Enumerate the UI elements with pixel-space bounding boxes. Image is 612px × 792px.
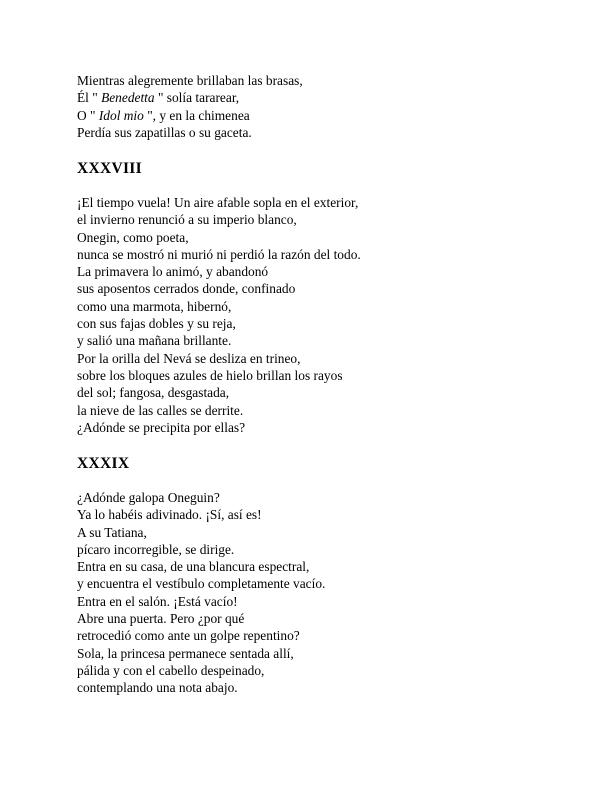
- verse-line: el invierno renunció a su imperio blanco,: [77, 212, 297, 228]
- stanza-heading-39: XXXIX: [77, 455, 130, 472]
- verse-line: Perdía sus zapatillas o su gaceta.: [77, 124, 252, 140]
- verse-line: y encuentra el vestíbulo completamente vacío.: [77, 576, 326, 592]
- verse-line: [77, 89, 577, 106]
- verse-text: " solía tararear,: [154, 90, 240, 106]
- verse-line: sus aposentos cerrados donde, confinado: [77, 281, 296, 297]
- verse-text: O ": [77, 107, 99, 123]
- verse-line: con sus fajas dobles y su reja,: [77, 316, 236, 332]
- verse-line: Ya lo habéis adivinado. ¡Sí, así es!: [77, 507, 262, 523]
- verse-line: Onegin, como poeta,: [77, 229, 189, 245]
- verse-line: Entra en el salón. ¡Está vacío!: [77, 593, 238, 609]
- verse-line: pícaro incorregible, se dirige.: [77, 541, 235, 557]
- verse-line: Por la orilla del Nevá se desliza en trineo,: [77, 350, 301, 366]
- stanza-37-ending: [77, 72, 577, 141]
- verse-text: ", y en la chimenea: [143, 107, 250, 123]
- verse-line: y salió una mañana brillante.: [77, 333, 232, 349]
- verse-line: Abre una puerta. Pero ¿por qué: [77, 611, 245, 627]
- verse-line: ¿Adónde se precipita por ellas?: [77, 419, 246, 435]
- italic-song-title: Idol mio: [98, 107, 144, 123]
- stanza-39-body: [77, 489, 577, 697]
- verse-line: Mientras alegremente brillaban las brasas,: [77, 73, 303, 88]
- verse-line: La primavera lo animó, y abandonó: [77, 264, 269, 280]
- verse-line: sobre los bloques azules de hielo brillan los rayos: [77, 367, 343, 383]
- verse-line: Sola, la princesa permanece sentada allí,: [77, 645, 294, 661]
- verse-line: como una marmota, hibernó,: [77, 298, 232, 314]
- verse-line: la nieve de las calles se derrite.: [77, 402, 244, 418]
- verse-line: retrocedió como ante un golpe repentino?: [77, 628, 300, 644]
- verse-line: [77, 107, 577, 124]
- verse-line: A su Tatiana,: [77, 524, 147, 540]
- stanza-heading-38: XXXVIII: [77, 160, 142, 177]
- verse-line: pálida y con el cabello despeinado,: [77, 662, 265, 678]
- verse-line: Entra en su casa, de una blancura espectral,: [77, 559, 310, 575]
- stanza-38-body: [77, 194, 577, 436]
- italic-song-title: Benedetta: [101, 90, 155, 106]
- verse-line: del sol; fangosa, desgastada,: [77, 385, 230, 401]
- verse-line: ¡El tiempo vuela! Un aire afable sopla en el exterior,: [77, 195, 359, 210]
- verse-text: Él ": [77, 90, 102, 106]
- verse-line: contemplando una nota abajo.: [77, 680, 238, 696]
- verse-line: nunca se mostró ni murió ni perdió la razón del todo.: [77, 246, 361, 262]
- verse-line: ¿Adónde galopa Oneguin?: [77, 490, 220, 505]
